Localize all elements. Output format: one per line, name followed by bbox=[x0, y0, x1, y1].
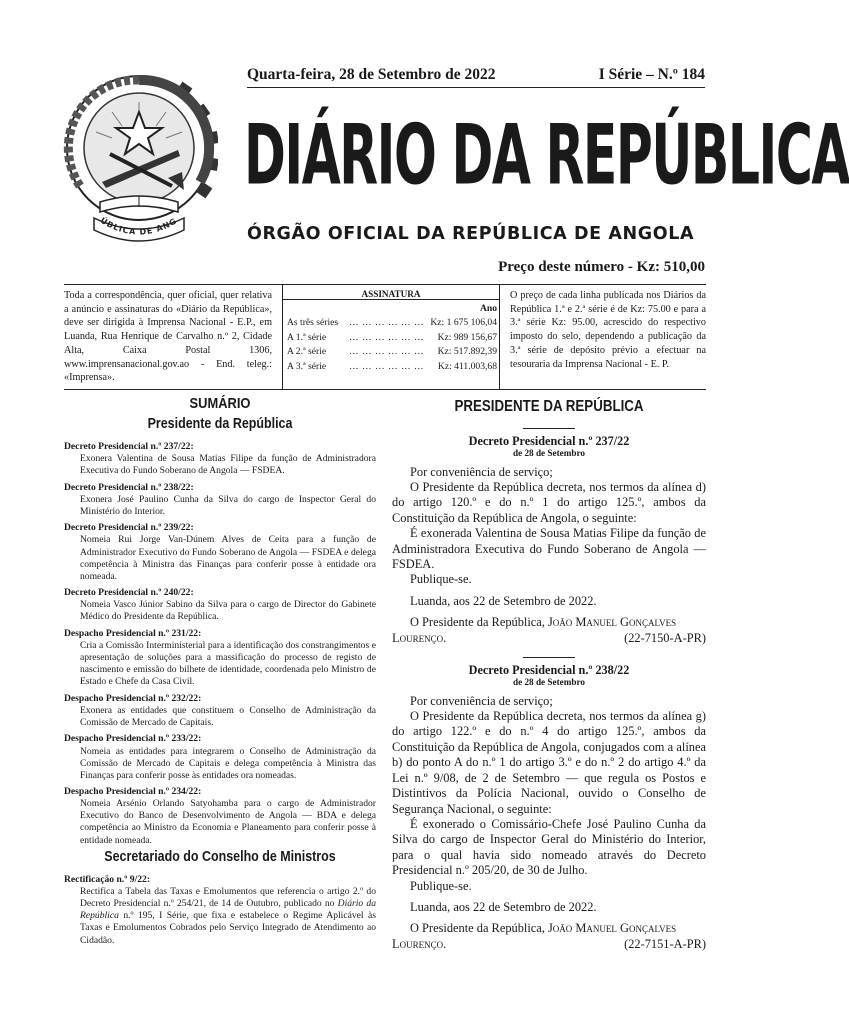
decree-paragraph: É exonerado o Comissário-Chefe José Paulino Cunha da Silva do cargo de Inspector Geral do Ministério do Interior, para o qual havia sido nomeado através do Decreto Presidencial n.º 205/20, de 30 de Julho. bbox=[392, 816, 706, 878]
decree-title: Decreto Presidencial n.º 237/22 bbox=[468, 434, 630, 448]
decree-paragraph: Publique-se. bbox=[410, 878, 472, 893]
entry-title: Despacho Presidencial n.º 231/22: bbox=[64, 627, 202, 639]
summary-entry bbox=[64, 522, 376, 582]
decree-paragraph: O Presidente da República decreta, nos termos da alínea g) do artigo 122.º e do n.º 4 do artigo 125.º, ambos da Constituição da República de Angola, conjugados com a alínea b) do ponto A do n.º 1 do artigo 3.º e do n.º 2 do artigo 4.º da Lei n.º 9/08, de 2 de Setembro — que regula os Postos e Distintivos da Polícia Nacional, ouvido o Conselho de Segurança Nacional, o seguinte: bbox=[392, 709, 706, 816]
decree-paragraph: Por conveniência de serviço; bbox=[410, 464, 553, 479]
subscription-row bbox=[283, 332, 499, 347]
row-value: Kz: 989 156,67 bbox=[437, 331, 497, 343]
entry-title: Decreto Presidencial n.º 238/22: bbox=[64, 481, 194, 493]
entry-title: Despacho Presidencial n.º 233/22: bbox=[64, 733, 202, 745]
correspondence-notice: Toda a correspondência, quer oficial, quer relativa a anúncio e assinaturas do «Diário da República», deve ser dirigida à Imprensa Nacional - E.P., em Luanda, Rua Henrique de Carvalho n.º 2, Cidade Alta, Caixa Postal 1306, www.imprensanacional.gov.ao - End. teleg.: «Imprensa». bbox=[64, 290, 272, 384]
issue-price: Preço deste número - Kz: 510,00 bbox=[498, 259, 705, 275]
decree-place-date: Luanda, aos 22 de Setembro de 2022. bbox=[410, 593, 597, 608]
summary-entry bbox=[64, 628, 376, 688]
signature-name: João Manuel Gonçalves Lourenço. bbox=[392, 615, 677, 645]
decree-paragraph: Publique-se. bbox=[410, 572, 472, 587]
summary-section-president: Presidente da República bbox=[147, 416, 293, 432]
decree-code: (22-7150-A-PR) bbox=[624, 630, 706, 645]
decree-signature bbox=[392, 615, 706, 647]
issue-series-number: I Série – N.º 184 bbox=[598, 66, 705, 83]
president-section-title: PRESIDENTE DA REPÚBLICA bbox=[454, 398, 644, 415]
pricing-notice: O preço de cada linha publicada nos Diários da República 1.ª e 2.ª série é de Kz: 75.00 e para a 3.ª série Kz: 95.00, acrescido do respectivo imposto do selo, dependendo a publicação da 3.ª série de depósito prévio a efectuar na tesouraria da Imprensa Nacional - E. P. bbox=[510, 290, 706, 370]
entry-title: Decreto Presidencial n.º 237/22: bbox=[64, 441, 194, 452]
decree-237 bbox=[392, 435, 706, 647]
entry-description: Exonera José Paulino Cunha da Silva do cargo de Inspector Geral do Ministério do Interior. bbox=[80, 493, 376, 517]
entry-title: Despacho Presidencial n.º 234/22: bbox=[64, 786, 202, 798]
entry-description: Cria a Comissão Interministerial para a identificação dos constrangimentos e apresentação de soluções para a massificação do processo de registo de nascimento e emissão do bilhete de identidade, coordenada pelo Ministro de Estado e Chefe da Casa Civil. bbox=[80, 639, 376, 688]
year-label: Ano bbox=[479, 303, 497, 314]
row-value: Kz: 517.892,39 bbox=[437, 346, 497, 358]
summary-title: SUMÁRIO bbox=[189, 395, 251, 412]
entry-description: Nomeia Vasco Júnior Sabino da Silva para o cargo de Director do Gabinete Médico do Presidente da República. bbox=[80, 599, 376, 623]
subscription-title: ASSINATURA bbox=[283, 285, 499, 300]
row-label: As três séries bbox=[287, 317, 339, 328]
decree-paragraph: Por conveniência de serviço; bbox=[410, 693, 553, 708]
summary-entry bbox=[64, 693, 376, 729]
divider bbox=[523, 657, 575, 658]
entry-description: Nomeia as entidades para integrarem o Conselho de Administração da Comissão de Mercado de Capitais e delega competência à Ministra das Finanças para conferir posse às entidades ora nomeadas. bbox=[80, 745, 376, 781]
signature-name: João Manuel Gonçalves Lourenço. bbox=[392, 921, 677, 951]
entry-desc-part: n.º 195, I Série, que fixa e estabelece o Regime Aplicável às Taxas e Emolumentos Cobrados pelo Serviço Integrado de Atendimento ao Cidadão. bbox=[80, 910, 376, 946]
summary-entry bbox=[64, 587, 376, 623]
entry-desc-italic: Diário da República bbox=[80, 898, 376, 922]
entry-description: Nomeia Rui Jorge Van-Dúnem Alves de Ceita para a função de Administrador Executivo do Fundo Soberano de Angola — FSDEA e delega competência à Ministra das Finanças para conferir posse à entidade ora nomeada. bbox=[80, 534, 376, 582]
summary-entry bbox=[64, 441, 376, 477]
masthead-subtitle: ÓRGÃO OFICIAL DA REPÚBLICA DE ANGOLA bbox=[247, 224, 695, 244]
subscription-row bbox=[283, 346, 499, 361]
decree-date: de 28 de Setembro bbox=[512, 448, 586, 458]
decree-paragraph: É exonerada Valentina de Sousa Matias Filipe da função de Administradora Executiva do Fundo Soberano de Angola — FSDEA. bbox=[392, 526, 706, 571]
summary-entry bbox=[64, 786, 376, 846]
summary-entry bbox=[64, 874, 376, 947]
subscription-row bbox=[283, 317, 499, 332]
divider bbox=[523, 428, 575, 429]
subscription-row bbox=[283, 361, 499, 376]
entry-title: Decreto Presidencial n.º 240/22: bbox=[64, 587, 194, 599]
decree-title: Decreto Presidencial n.º 238/22 bbox=[468, 663, 630, 678]
summary-column bbox=[64, 395, 376, 951]
row-label: A 2.ª série bbox=[287, 346, 327, 358]
masthead-title: DIÁRIO DA REPÚBLICA bbox=[244, 106, 849, 204]
entry-title: Rectificação n.º 9/22: bbox=[64, 874, 151, 886]
row-label: A 1.ª série bbox=[287, 331, 327, 343]
decree-code: (22-7151-A-PR) bbox=[624, 936, 706, 951]
entry-description: Exonera as entidades que constituem o Conselho de Administração da Comissão de Mercado de Capitais. bbox=[80, 704, 376, 728]
entry-title: Decreto Presidencial n.º 239/22: bbox=[64, 522, 194, 534]
summary-entry bbox=[64, 482, 376, 518]
angola-coat-of-arms bbox=[60, 62, 218, 242]
info-box bbox=[64, 284, 706, 390]
summary-section-secretariat: Secretariado do Conselho de Ministros bbox=[104, 849, 336, 866]
row-dots: … … … … … … bbox=[349, 317, 425, 328]
row-value: Kz: 1 675 106,04 bbox=[430, 317, 497, 328]
issue-date: Quarta-feira, 28 de Setembro de 2022 bbox=[247, 66, 496, 83]
row-value: Kz: 411.003,68 bbox=[437, 360, 497, 372]
entry-description bbox=[64, 886, 376, 946]
row-dots: … … … … … … bbox=[349, 360, 425, 372]
decrees-column bbox=[392, 398, 706, 953]
row-dots: … … … … … … bbox=[349, 346, 425, 358]
subscription-table bbox=[282, 285, 500, 389]
row-label: A 3.ª série bbox=[287, 360, 327, 372]
row-dots: … … … … … … bbox=[349, 331, 425, 343]
decree-238 bbox=[392, 664, 706, 953]
entry-title: Despacho Presidencial n.º 232/22: bbox=[64, 692, 202, 704]
decree-signature bbox=[392, 921, 706, 953]
entry-description: Exonera Valentina de Sousa Matias Filipe da função de Administradora Executiva do Fundo Soberano de Angola — FSDEA. bbox=[80, 453, 376, 477]
entry-description: Nomeia Arsénio Orlando Satyohamba para o cargo de Administrador Executivo do Banco de Desenvolvimento de Angola — BDA e delega competência ao Ministro da Economia e Planeamento para conferir posse à entidade nomeada. bbox=[80, 798, 376, 846]
entry-desc-part: Rectifica a Tabela das Taxas e Emolumentos que referencia o artigo 2.º do Decreto Presidencial n.º 254/21, de 14 de Outubro, publicado no bbox=[80, 886, 376, 910]
decree-date: de 28 de Setembro bbox=[512, 677, 586, 688]
decree-paragraph: O Presidente da República decreta, nos termos da alínea d) do artigo 120.º e do n.º 1 do artigo 125.º, ambos da Constituição da República de Angola, o seguinte: bbox=[392, 479, 706, 525]
summary-entry bbox=[64, 733, 376, 781]
emblem-icon bbox=[60, 62, 218, 242]
signature-prefix: O Presidente da República, bbox=[410, 921, 548, 936]
emblem-ribbon-text: ÚBLICA DE ANG bbox=[98, 215, 179, 237]
decree-place-date: Luanda, aos 22 de Setembro de 2022. bbox=[410, 899, 597, 914]
signature-prefix: O Presidente da República, bbox=[410, 615, 548, 630]
